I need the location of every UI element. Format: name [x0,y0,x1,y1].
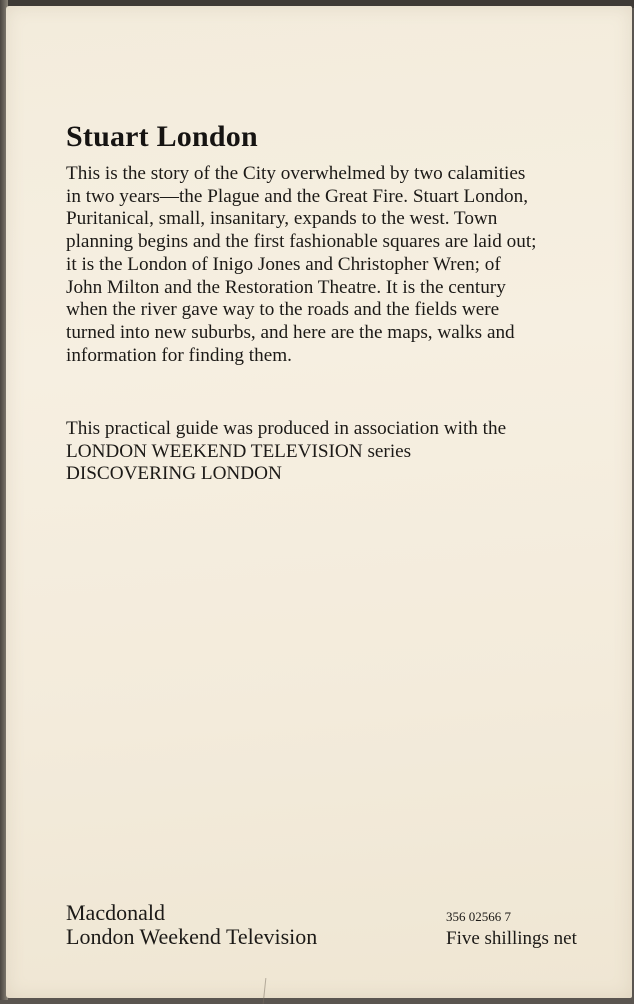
description-line: planning begins and the first fashionable squares are laid out; [66,231,537,253]
paper-crease [263,978,267,1004]
isbn-number: 356 02566 7 [446,909,511,924]
association-line: DISCOVERING LONDON [66,463,282,485]
association-note [66,418,586,486]
association-line: LONDON WEEKEND TELEVISION series [66,440,412,462]
description-line: it is the London of Inigo Jones and Christopher Wren; of [66,253,501,275]
publisher-partner: London Weekend Television [66,924,318,949]
description-line: when the river gave way to the roads and the fields were [66,299,500,321]
publisher-block [66,901,317,949]
book-title: Stuart London [66,120,258,153]
description-line: Puritanical, small, insanitary, expands to the west. Town [66,208,498,230]
book-description [66,163,586,367]
description-line: information for finding them. [66,344,292,366]
association-line: This practical guide was produced in association with the [66,418,507,439]
description-line: This is the story of the City overwhelmed by two calamities [66,163,526,184]
description-line: John Milton and the Restoration Theatre. It is the century [66,276,506,298]
back-cover [6,6,632,998]
publisher-name: Macdonald [66,900,165,925]
description-line: in two years—the Plague and the Great Fire. Stuart London, [66,185,528,207]
description-line: turned into new suburbs, and here are the maps, walks and [66,321,515,343]
price-label: Five shillings net [446,928,577,949]
